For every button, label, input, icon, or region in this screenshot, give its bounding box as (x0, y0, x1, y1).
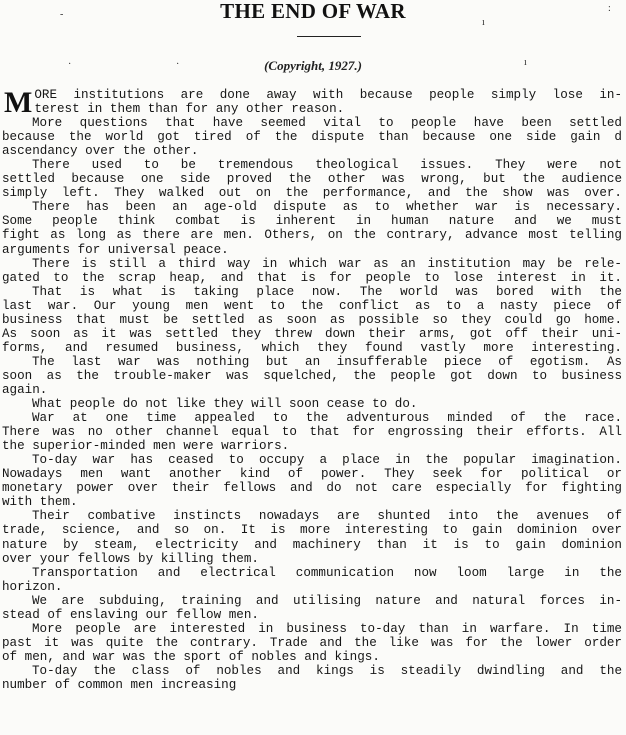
article-line: More questions that have seemed vital to people have been settled (32, 116, 622, 131)
article-line: There has been an age-old dispute as to whether war is necessary. (32, 200, 622, 215)
article-line: again. (2, 382, 48, 397)
article-line: gated to the scrap heap, and that is for people to lose interest in it. (2, 270, 622, 285)
article-line: ascendancy over the other. (2, 144, 199, 159)
article-line: past it was quite the contrary. Trade and the like was for the lower order (2, 635, 622, 650)
article-line: Some people think combat is inherent in human nature and we must (2, 214, 622, 229)
article-line: fight as long as there are men. Others, on the contrary, advance most telling (2, 228, 622, 243)
article-line: forms, and resumed business, which they found vastly more interesting. (2, 340, 622, 355)
article-line: settled because one side proved the other was wrong, but the audience (2, 172, 622, 187)
article-line: We are subduing, training and utilising nature and natural forces in- (32, 593, 622, 608)
article-line: with them. (2, 495, 78, 510)
article-line: horizon. (2, 579, 63, 594)
print-speck: : (608, 3, 611, 14)
article-line: the superior-minded men were warriors. (2, 439, 290, 454)
article-line: trade, science, and so on. It is more interesting to gain dominion over (2, 523, 622, 538)
article-line: To-day war has ceased to occupy a place in the popular imagination. (32, 453, 622, 468)
article-line: ORE institutions are done away with because people simply lose in- (34, 88, 622, 102)
print-speck: · (176, 59, 180, 70)
article-line: There used to be tremendous theological issues. They were not (32, 158, 622, 173)
print-speck: ı (482, 17, 485, 28)
article-title: THE END OF WAR (220, 0, 406, 23)
article-line: soon as the trouble-maker was squelched, the people got down to business (2, 368, 622, 383)
article-line: Transportation and electrical communication now loom large in the (32, 565, 622, 580)
article-line: business that must be settled as soon as possible so they could go home. (2, 312, 622, 327)
copyright-line: (Copyright, 1927.) (264, 58, 362, 73)
article-line: stead of enslaving our fellow men. (2, 607, 259, 622)
article-line: To-day the class of nobles and kings is steadily dwindling and the (32, 663, 622, 678)
article-line: last war. Our young men went to the conflict as to a nasty piece of (2, 298, 622, 313)
article-line: That is what is taking place now. The world was bored with the (32, 284, 622, 299)
article-line: number of common men increasing (2, 677, 237, 692)
article-line: nature by steam, electricity and machinery than it is to gain dominion (2, 537, 622, 552)
article-line: Nowadays men want another kind of power. They seek for political or (2, 467, 622, 482)
article-line: What people do not like they will soon cease to do. (32, 397, 418, 412)
article-text (2, 88, 622, 692)
article-line: terest in them than for any other reason. (34, 102, 345, 117)
article-line: More people are interested in business to-day than in warfare. In time (32, 621, 622, 636)
print-speck: ı (524, 57, 527, 68)
article-line: simply left. They walked out on the performance, and the show was over. (2, 186, 622, 201)
article-body (2, 88, 622, 692)
article-line: As soon as it was settled they threw down their arms, got off their uni- (2, 326, 622, 341)
title-rule (297, 36, 361, 37)
article-line: Their combative instincts nowadays are shunted into the avenues of (32, 509, 622, 524)
article-line: because the world got tired of the dispute than because one side gain d (2, 130, 622, 145)
article-line: War at one time appealed to the adventurous minded of the race. (32, 411, 622, 426)
print-speck: - (60, 9, 64, 20)
article-line: There was no other channel equal to that for engrossing their efforts. All (2, 425, 622, 440)
article-line: There is still a third way in which war as an institution may be rele- (32, 256, 622, 271)
article-line: over your fellows by killing them. (2, 551, 259, 566)
article-line: of men, and war was the sport of nobles and kings. (2, 649, 380, 664)
article-line: monetary power over their fellows and do not care especially for fighting (2, 481, 622, 496)
print-speck: · (68, 59, 72, 70)
drop-cap: M (4, 86, 33, 119)
article-line: arguments for universal peace. (2, 242, 229, 257)
article-line: The last war was nothing but an insufferable piece of egotism. As (32, 354, 622, 369)
